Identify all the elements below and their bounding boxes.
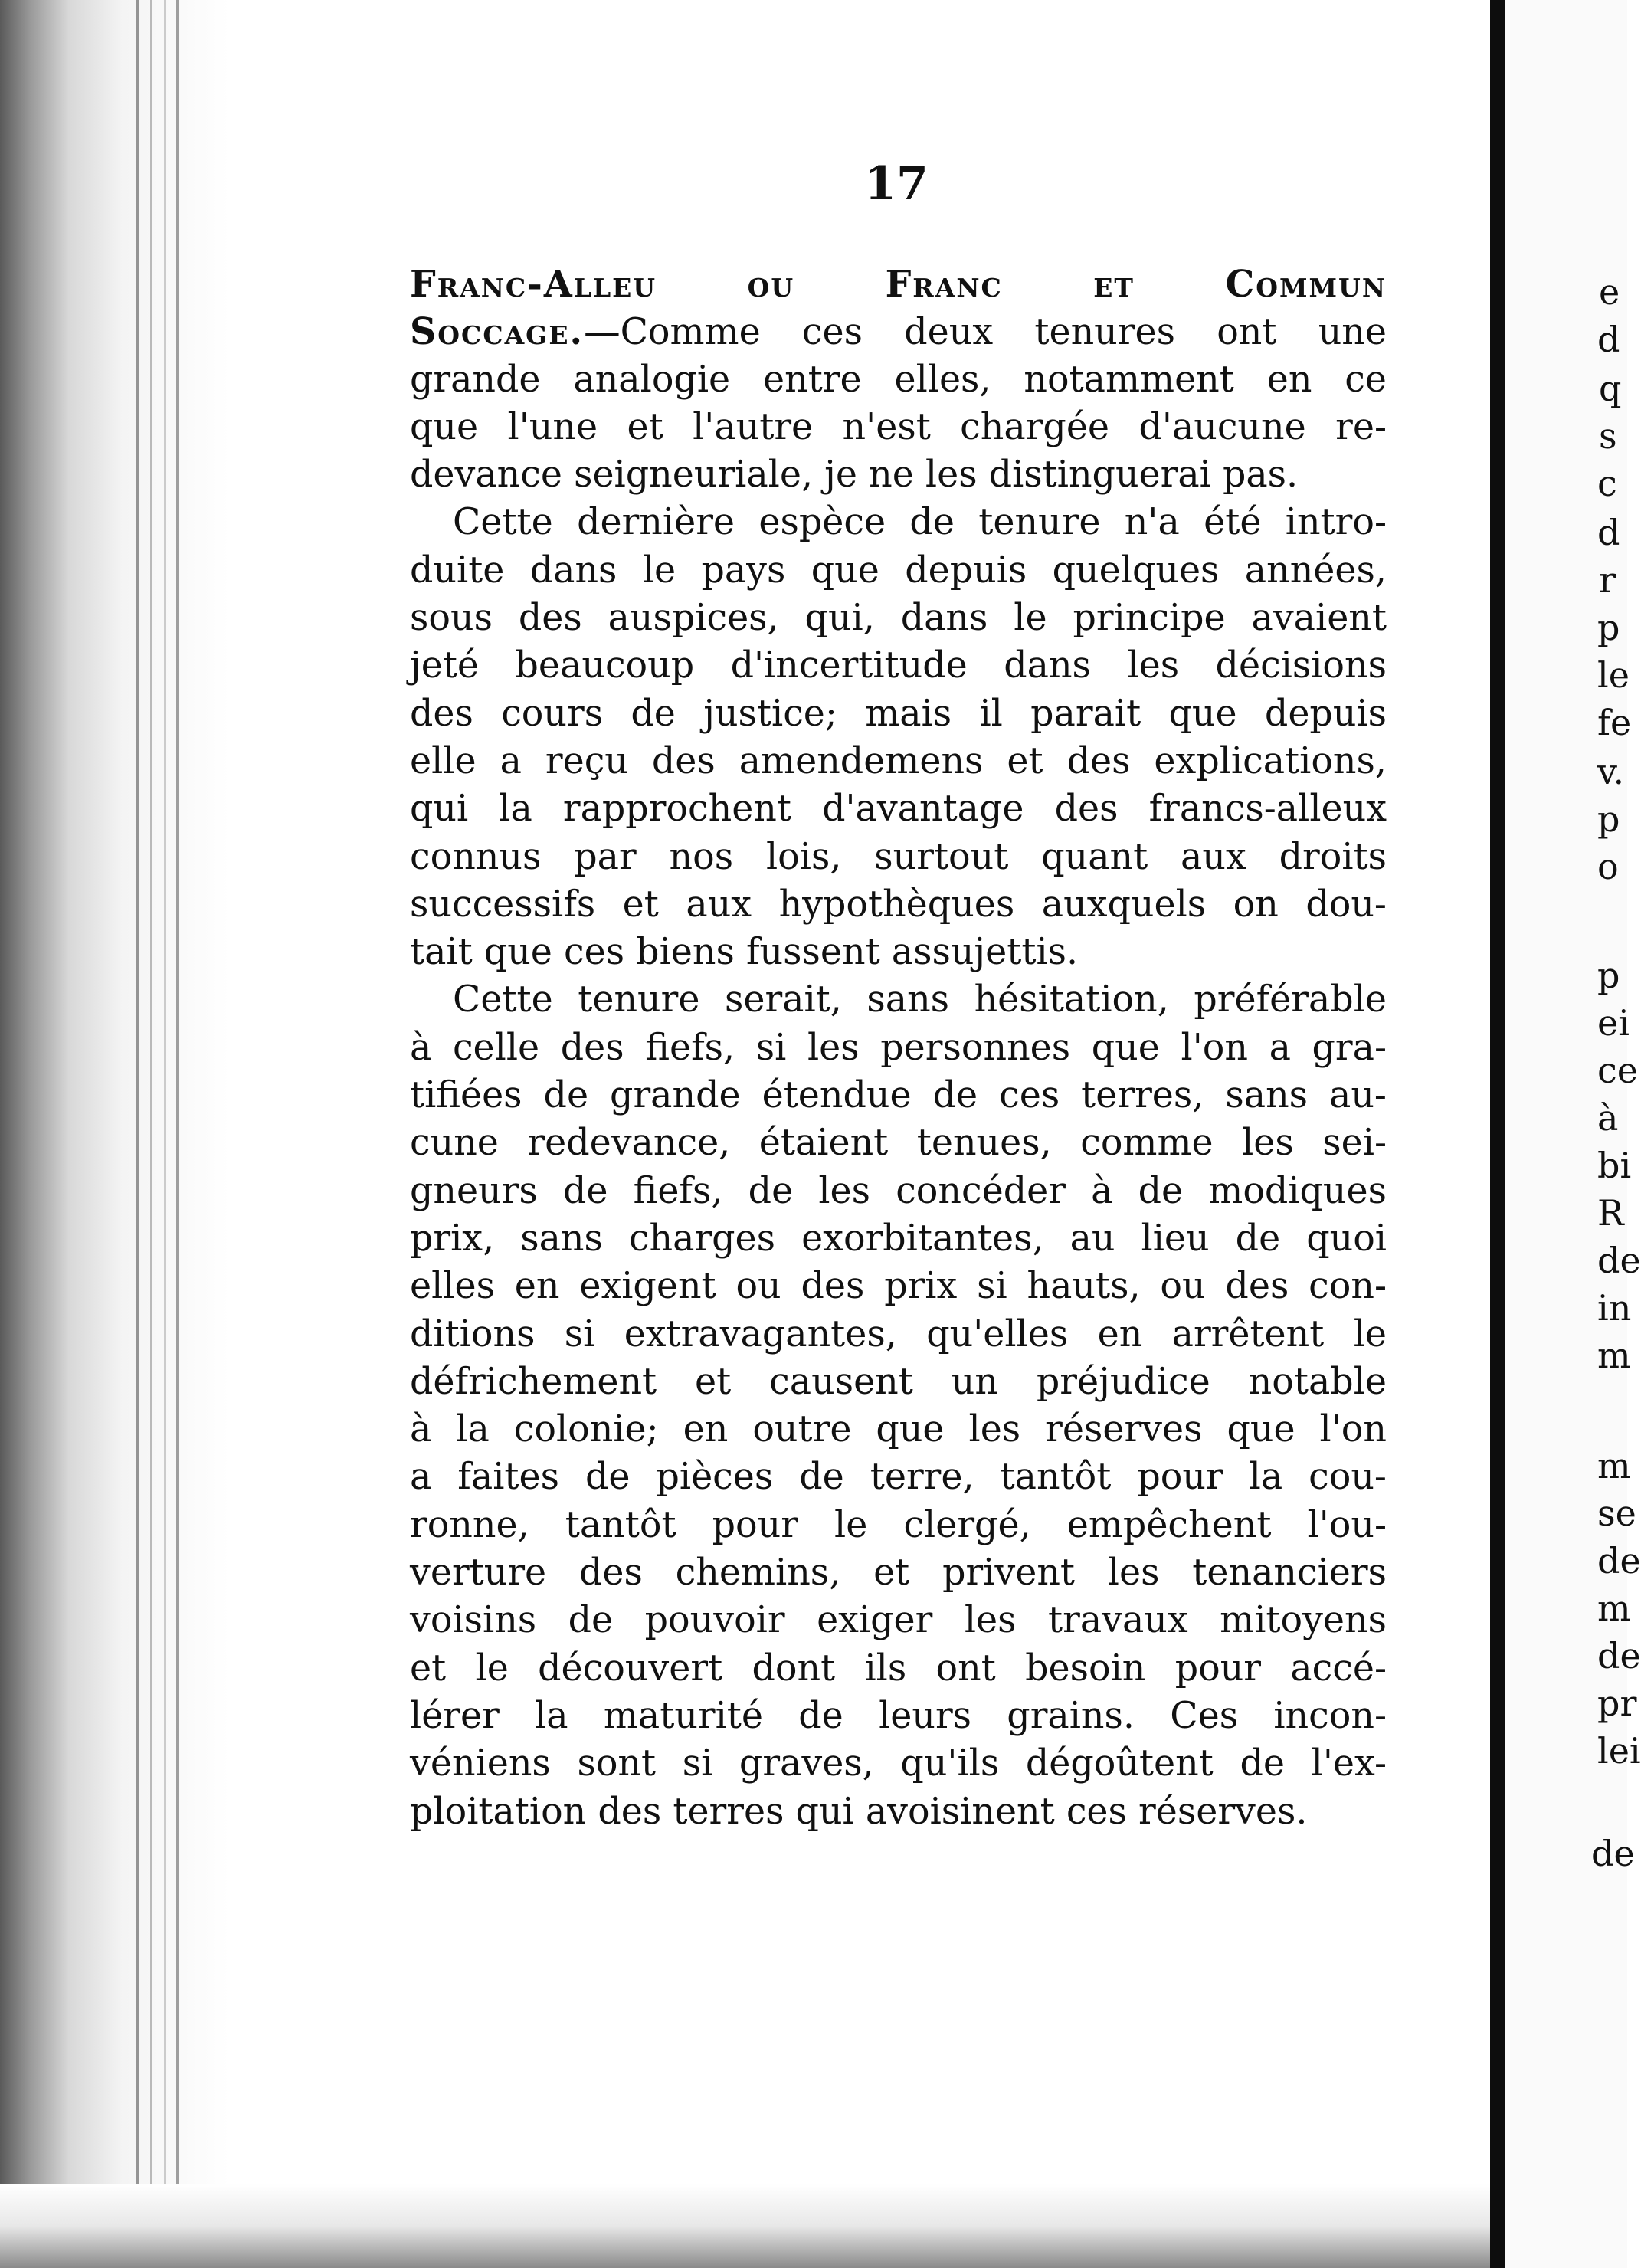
facing-page-letter: fe bbox=[1597, 702, 1632, 743]
facing-page-letter: d bbox=[1597, 319, 1620, 360]
text-line: véniens sont si graves, qu'ils dégoûtent de l'ex- bbox=[410, 1742, 1387, 1785]
text-line: cune redevance, étaient tenues, comme les sei- bbox=[410, 1122, 1387, 1165]
facing-page-letter: e bbox=[1599, 271, 1620, 313]
text-line: verture des chemins, et privent les tenanciers bbox=[410, 1552, 1387, 1594]
facing-page-letter: de bbox=[1591, 1833, 1635, 1874]
book-spine-divider bbox=[1490, 0, 1505, 2268]
text-line: à la colonie; en outre que les réserves que l'on bbox=[410, 1408, 1387, 1451]
text-line: ditions si extravagantes, qu'elles en arrêtent le bbox=[410, 1313, 1387, 1355]
facing-page-fragment bbox=[1505, 0, 1641, 2268]
text-line: tifiées de grande étendue de ces terres, sans au- bbox=[410, 1074, 1387, 1117]
body-text bbox=[410, 261, 1387, 1836]
text-line: jeté beaucoup d'incertitude dans les décisions bbox=[410, 644, 1387, 687]
text-line: sous des auspices, qui, dans le principe avaient bbox=[410, 597, 1387, 640]
page-edge-line bbox=[176, 0, 179, 2268]
text-line: gneurs de fiefs, de les concéder à de modiques bbox=[410, 1169, 1387, 1212]
text-line: successifs et aux hypothèques auxquels on dou- bbox=[410, 883, 1387, 926]
page-number: 17 bbox=[864, 157, 929, 211]
page-edge-line bbox=[150, 0, 152, 2268]
facing-page-letter: v. bbox=[1597, 751, 1625, 792]
facing-page-letter: de bbox=[1597, 1540, 1641, 1581]
facing-page-letter: o bbox=[1597, 846, 1619, 887]
text-line: tait que ces biens fussent assujettis. bbox=[410, 931, 1079, 974]
text-line: a faites de pièces de terre, tantôt pour la cou- bbox=[410, 1456, 1387, 1499]
paragraph-start: Cette dernière espèce de tenure n'a été intro- bbox=[453, 501, 1387, 544]
lead-text: —Comme ces deux tenures ont une bbox=[584, 311, 1387, 354]
facing-page-letter: de bbox=[1597, 1635, 1641, 1676]
facing-page-letter: p bbox=[1597, 607, 1620, 648]
facing-page-letter: s bbox=[1599, 415, 1617, 457]
text-line: qui la rapprochent d'avantage des francs-alleux bbox=[410, 788, 1387, 831]
facing-page-letter: c bbox=[1597, 463, 1617, 504]
facing-page-letter: in bbox=[1597, 1287, 1632, 1329]
text-line: des cours de justice; mais il parait que depuis bbox=[410, 692, 1387, 735]
text-line: devance seigneuriale, je ne les distinguerai pas. bbox=[410, 454, 1299, 497]
facing-page-letter: R bbox=[1597, 1192, 1624, 1234]
text-line: elles en exigent ou des prix si hauts, ou des con- bbox=[410, 1265, 1387, 1308]
section-title-continued: Soccage. bbox=[410, 310, 585, 354]
text-line: lérer la maturité de leurs grains. Ces incon- bbox=[410, 1694, 1387, 1737]
facing-page-letter: le bbox=[1597, 654, 1630, 696]
text-line: duite dans le pays que depuis quelques années, bbox=[410, 549, 1387, 592]
facing-page-letter: r bbox=[1599, 559, 1616, 601]
text-line: ronne, tantôt pour le clergé, empêchent l'ou- bbox=[410, 1503, 1387, 1546]
facing-page-letter: ei bbox=[1597, 1002, 1630, 1044]
heading-line bbox=[410, 308, 1387, 356]
page-edge-line bbox=[164, 0, 166, 2268]
facing-page-letter: de bbox=[1597, 1240, 1641, 1281]
text-line: et le découvert dont ils ont besoin pour accé- bbox=[410, 1647, 1387, 1690]
page-bottom-edge bbox=[0, 2184, 1525, 2268]
facing-page-letter: lei bbox=[1597, 1730, 1641, 1771]
facing-page-letter: pr bbox=[1597, 1683, 1637, 1724]
facing-page-letter: p bbox=[1597, 955, 1620, 996]
facing-page-letter: ce bbox=[1597, 1050, 1638, 1091]
text-line: défrichement et causent un préjudice notable bbox=[410, 1360, 1387, 1403]
text-line: connus par nos lois, surtout quant aux droits bbox=[410, 835, 1387, 878]
text-line: elle a reçu des amendemens et des explications, bbox=[410, 739, 1387, 782]
facing-page-letter: m bbox=[1597, 1588, 1631, 1629]
facing-page-letter: p bbox=[1597, 798, 1620, 840]
section-title: Franc-Alleu ou Franc et Commun bbox=[410, 263, 1387, 306]
book-gutter-shadow bbox=[0, 0, 230, 2268]
text-line: grande analogie entre elles, notamment en ce bbox=[410, 358, 1387, 401]
facing-page-letter: m bbox=[1597, 1445, 1631, 1486]
paragraph-start: Cette tenure serait, sans hésitation, préférable bbox=[453, 978, 1387, 1021]
text-line: ploitation des terres qui avoisinent ces réserves. bbox=[410, 1790, 1308, 1833]
page-edge-line bbox=[136, 0, 139, 2268]
text-line: à celle des fiefs, si les personnes que l'on a gra- bbox=[410, 1026, 1387, 1069]
facing-page-letter: bi bbox=[1597, 1145, 1632, 1186]
text-line: que l'une et l'autre n'est chargée d'aucune re- bbox=[410, 405, 1387, 448]
facing-page-letter: q bbox=[1599, 368, 1622, 409]
facing-page-letter: se bbox=[1597, 1493, 1636, 1534]
facing-page-letter: m bbox=[1597, 1335, 1631, 1376]
text-line: voisins de pouvoir exiger les travaux mitoyens bbox=[410, 1599, 1387, 1642]
heading-line bbox=[410, 261, 1387, 308]
facing-page-letter: à bbox=[1597, 1097, 1619, 1139]
facing-page-letter: d bbox=[1597, 512, 1620, 553]
text-line: prix, sans charges exorbitantes, au lieu de quoi bbox=[410, 1217, 1387, 1260]
